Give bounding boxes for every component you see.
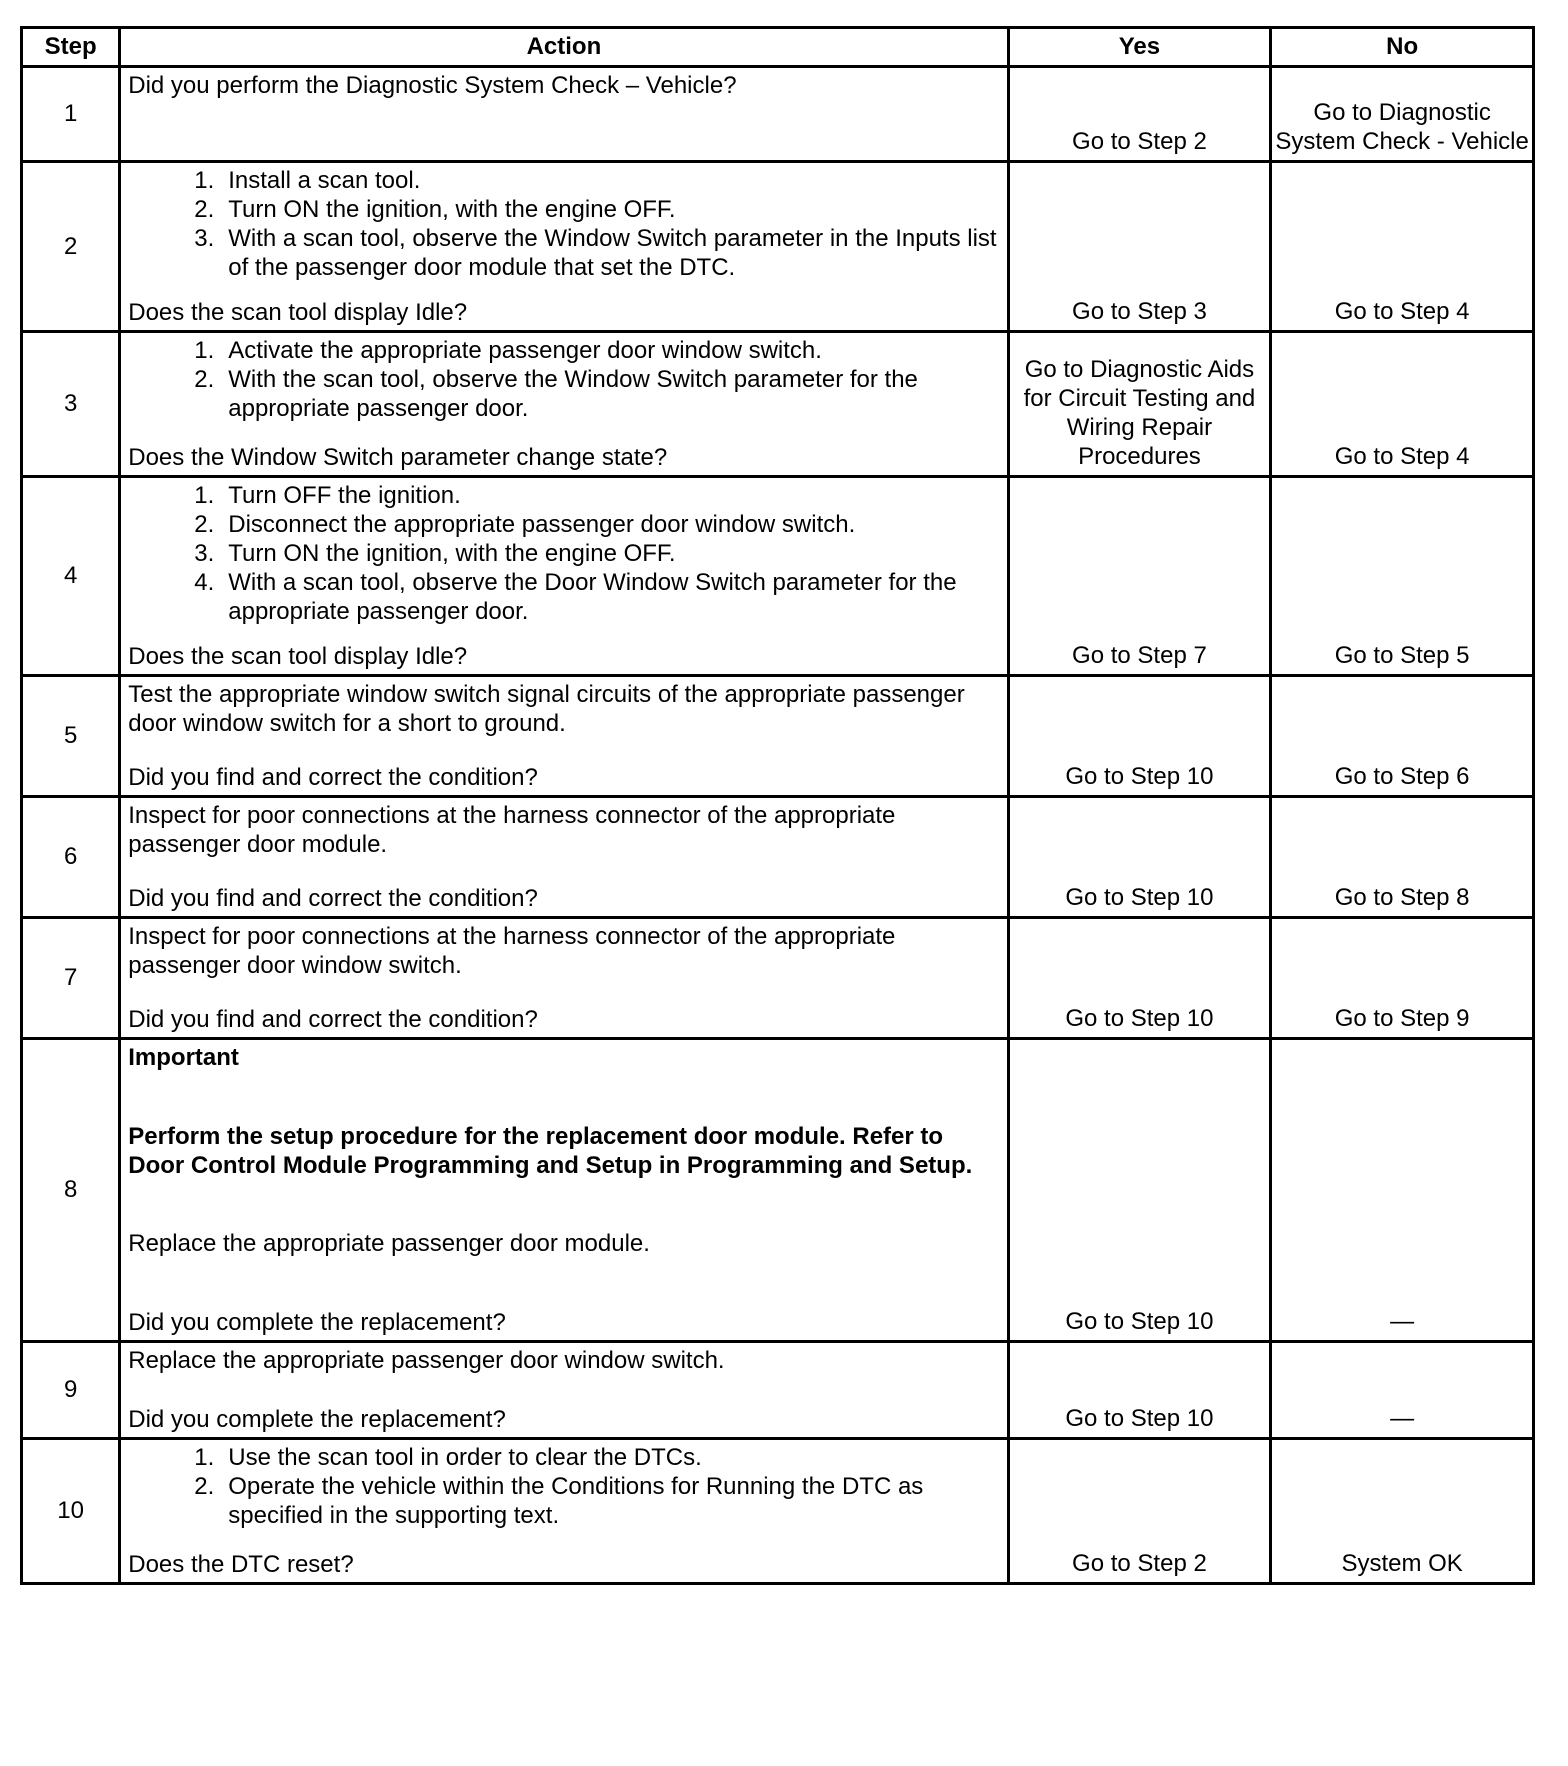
action-question: Did you find and correct the condition? <box>128 1006 538 1033</box>
instruction-list <box>128 1443 998 1530</box>
header-yes: Yes <box>1008 28 1271 67</box>
instruction-list <box>128 166 998 282</box>
no-cell: Go to Step 4 <box>1271 162 1534 332</box>
yes-cell: Go to Step 2 <box>1008 1439 1271 1584</box>
yes-cell: Go to Step 10 <box>1008 918 1271 1039</box>
yes-cell: Go to Step 10 <box>1008 676 1271 797</box>
list-item: 2. Turn ON the ignition, with the engine OFF. <box>194 196 676 223</box>
yes-cell: Go to Step 10 <box>1008 1039 1271 1342</box>
list-item: 2. With the scan tool, observe the Window Switch parameter for the appropriate passenger door. <box>194 366 918 422</box>
no-cell: System OK <box>1271 1439 1534 1584</box>
table-row <box>22 477 1534 676</box>
table-row <box>22 162 1534 332</box>
list-item: 2. Disconnect the appropriate passenger door window switch. <box>194 511 856 538</box>
no-cell: Go to Step 4 <box>1271 332 1534 477</box>
action-question: Did you find and correct the condition? <box>128 764 538 791</box>
action-question: Does the scan tool display Idle? <box>128 643 468 670</box>
no-cell: — <box>1271 1342 1534 1439</box>
list-item: 3. With a scan tool, observe the Window Switch parameter in the Inputs list of the passenger door module that set the DTC. <box>194 225 997 281</box>
step-number: 1 <box>22 67 120 162</box>
action-cell <box>120 67 1008 162</box>
important-heading: Important <box>128 1044 239 1071</box>
action-cell <box>120 918 1008 1039</box>
yes-cell: Go to Step 7 <box>1008 477 1271 676</box>
step-number: 8 <box>22 1039 120 1342</box>
list-item: 1. Use the scan tool in order to clear the DTCs. <box>194 1444 702 1471</box>
no-cell: Go to Step 8 <box>1271 797 1534 918</box>
header-action: Action <box>120 28 1008 67</box>
list-item: 3. Turn ON the ignition, with the engine OFF. <box>194 540 676 567</box>
action-cell <box>120 477 1008 676</box>
table-row <box>22 1342 1534 1439</box>
step-number: 2 <box>22 162 120 332</box>
action-question: Did you complete the replacement? <box>128 1406 506 1433</box>
action-text: Inspect for poor connections at the harness connector of the appropriate passenger door window switch. <box>128 923 896 979</box>
step-number: 9 <box>22 1342 120 1439</box>
list-item: 1. Activate the appropriate passenger door window switch. <box>194 337 822 364</box>
step-number: 6 <box>22 797 120 918</box>
instruction-list <box>128 481 998 626</box>
table-row <box>22 676 1534 797</box>
no-cell: Go to Diagnostic System Check - Vehicle <box>1271 67 1534 162</box>
no-cell: Go to Step 5 <box>1271 477 1534 676</box>
action-cell <box>120 797 1008 918</box>
table-row <box>22 332 1534 477</box>
important-note: Perform the setup procedure for the replacement door module. Refer to Door Control Module Programming and Setup in Programming and Setup. <box>128 1122 973 1179</box>
action-question: Did you perform the Diagnostic System Check – Vehicle? <box>128 72 737 99</box>
action-question: Does the DTC reset? <box>128 1551 354 1578</box>
list-item: 1. Install a scan tool. <box>194 167 421 194</box>
header-row <box>22 28 1534 67</box>
action-text: Test the appropriate window switch signal circuits of the appropriate passenger door window switch for a short to ground. <box>128 681 965 737</box>
action-question: Did you find and correct the condition? <box>128 885 538 912</box>
header-no: No <box>1271 28 1534 67</box>
step-number: 10 <box>22 1439 120 1584</box>
yes-cell: Go to Step 3 <box>1008 162 1271 332</box>
action-text: Inspect for poor connections at the harness connector of the appropriate passenger door module. <box>128 802 896 858</box>
header-step: Step <box>22 28 120 67</box>
action-question: Does the scan tool display Idle? <box>128 299 468 326</box>
step-number: 4 <box>22 477 120 676</box>
yes-cell: Go to Step 2 <box>1008 67 1271 162</box>
step-number: 5 <box>22 676 120 797</box>
yes-cell: Go to Step 10 <box>1008 1342 1271 1439</box>
action-text: Replace the appropriate passenger door module. <box>128 1230 650 1258</box>
table-row <box>22 918 1534 1039</box>
table-row <box>22 67 1534 162</box>
yes-cell: Go to Diagnostic Aids for Circuit Testing and Wiring Repair Procedures <box>1008 332 1271 477</box>
list-item: 4. With a scan tool, observe the Door Window Switch parameter for the appropriate passenger door. <box>194 569 957 625</box>
step-number: 7 <box>22 918 120 1039</box>
action-cell <box>120 676 1008 797</box>
action-cell <box>120 1039 1008 1342</box>
diagnostic-table <box>20 26 1535 1585</box>
no-cell: Go to Step 6 <box>1271 676 1534 797</box>
action-cell <box>120 1439 1008 1584</box>
list-item: 1. Turn OFF the ignition. <box>194 482 461 509</box>
list-item: 2. Operate the vehicle within the Conditions for Running the DTC as specified in the supporting text. <box>194 1473 924 1529</box>
action-question: Does the Window Switch parameter change state? <box>128 444 668 471</box>
table-row <box>22 797 1534 918</box>
table-row <box>22 1039 1534 1342</box>
action-cell <box>120 332 1008 477</box>
action-cell <box>120 1342 1008 1439</box>
no-cell: Go to Step 9 <box>1271 918 1534 1039</box>
yes-cell: Go to Step 10 <box>1008 797 1271 918</box>
action-text: Replace the appropriate passenger door window switch. <box>128 1347 725 1374</box>
instruction-list <box>128 336 998 423</box>
table-row <box>22 1439 1534 1584</box>
action-question: Did you complete the replacement? <box>128 1308 506 1336</box>
action-cell <box>120 162 1008 332</box>
step-number: 3 <box>22 332 120 477</box>
no-cell: — <box>1271 1039 1534 1342</box>
